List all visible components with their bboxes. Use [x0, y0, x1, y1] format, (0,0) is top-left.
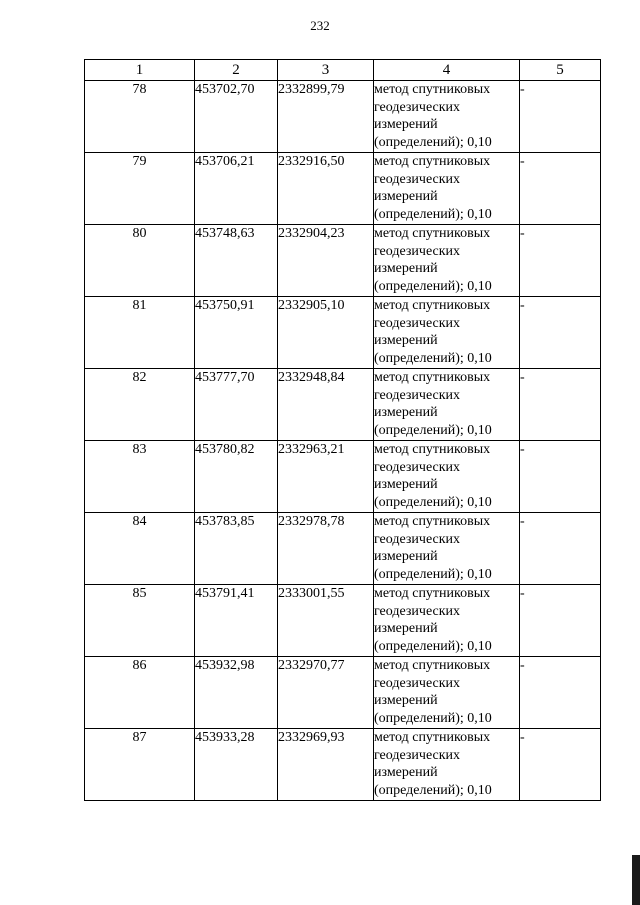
- method-line: измерений: [374, 405, 438, 420]
- method-line: измерений: [374, 117, 438, 132]
- scan-edge-mark: [632, 855, 640, 905]
- table-row: [85, 729, 601, 801]
- point-number-cell: 85: [85, 585, 195, 657]
- method-line: геодезических: [374, 747, 461, 763]
- note-cell: [520, 657, 601, 729]
- method-line: (определений); 0,10: [374, 134, 492, 150]
- point-number-cell: 87: [85, 729, 195, 801]
- method-line: метод спутниковых: [374, 370, 491, 385]
- note-cell: [520, 81, 601, 153]
- header-col-2: 2: [195, 60, 278, 81]
- method-line: метод спутниковых: [374, 586, 491, 601]
- note-value: -: [520, 730, 525, 745]
- table-row: [85, 513, 601, 585]
- method-line: (определений); 0,10: [374, 206, 492, 222]
- point-number-cell: 86: [85, 657, 195, 729]
- x-coordinate-cell: 453750,91: [195, 297, 278, 369]
- note-cell: [520, 225, 601, 297]
- point-number-cell: 79: [85, 153, 195, 225]
- method-line: геодезических: [374, 675, 461, 691]
- y-coordinate-cell: 2332905,10: [278, 297, 374, 369]
- method-line: (определений); 0,10: [374, 494, 492, 510]
- table-row: [85, 441, 601, 513]
- y-coordinate-cell: 2332904,23: [278, 225, 374, 297]
- point-number-cell: 82: [85, 369, 195, 441]
- note-cell: [520, 729, 601, 801]
- header-col-5: 5: [520, 60, 601, 81]
- method-line: геодезических: [374, 171, 461, 187]
- note-value: -: [520, 226, 525, 241]
- header-col-3: 3: [278, 60, 374, 81]
- method-line: геодезических: [374, 315, 461, 331]
- note-cell: [520, 297, 601, 369]
- x-coordinate-cell: 453791,41: [195, 585, 278, 657]
- x-coordinate-cell: 453783,85: [195, 513, 278, 585]
- method-cell: [374, 513, 520, 585]
- method-line: измерений: [374, 621, 438, 636]
- method-cell: [374, 81, 520, 153]
- note-cell: [520, 369, 601, 441]
- method-line: (определений); 0,10: [374, 782, 492, 798]
- coordinates-table: [84, 59, 601, 801]
- note-value: -: [520, 658, 525, 673]
- table-row: [85, 225, 601, 297]
- point-number-cell: 78: [85, 81, 195, 153]
- y-coordinate-cell: 2332970,77: [278, 657, 374, 729]
- method-line: геодезических: [374, 387, 461, 403]
- method-line: измерений: [374, 693, 438, 708]
- y-coordinate-cell: 2332916,50: [278, 153, 374, 225]
- method-line: геодезических: [374, 531, 461, 547]
- table-row: [85, 81, 601, 153]
- method-line: метод спутниковых: [374, 442, 491, 457]
- method-cell: [374, 153, 520, 225]
- table-body: [85, 81, 601, 801]
- page-number: 232: [310, 18, 330, 33]
- note-cell: [520, 441, 601, 513]
- method-line: метод спутниковых: [374, 82, 491, 97]
- method-cell: [374, 225, 520, 297]
- note-value: -: [520, 370, 525, 385]
- method-cell: [374, 369, 520, 441]
- header-col-1: 1: [85, 60, 195, 81]
- method-cell: [374, 297, 520, 369]
- note-cell: [520, 513, 601, 585]
- method-line: геодезических: [374, 99, 461, 115]
- note-value: -: [520, 154, 525, 169]
- note-value: -: [520, 82, 525, 97]
- x-coordinate-cell: 453748,63: [195, 225, 278, 297]
- x-coordinate-cell: 453777,70: [195, 369, 278, 441]
- method-line: метод спутниковых: [374, 514, 491, 529]
- note-value: -: [520, 514, 525, 529]
- table-row: [85, 297, 601, 369]
- table-row: [85, 153, 601, 225]
- method-line: геодезических: [374, 603, 461, 619]
- point-number-cell: 83: [85, 441, 195, 513]
- x-coordinate-cell: 453932,98: [195, 657, 278, 729]
- method-line: (определений); 0,10: [374, 566, 492, 582]
- y-coordinate-cell: 2333001,55: [278, 585, 374, 657]
- method-line: (определений); 0,10: [374, 278, 492, 294]
- method-cell: [374, 441, 520, 513]
- note-cell: [520, 585, 601, 657]
- y-coordinate-cell: 2332963,21: [278, 441, 374, 513]
- x-coordinate-cell: 453702,70: [195, 81, 278, 153]
- x-coordinate-cell: 453933,28: [195, 729, 278, 801]
- note-value: -: [520, 298, 525, 313]
- method-line: геодезических: [374, 459, 461, 475]
- header-row: [85, 60, 601, 81]
- table-row: [85, 369, 601, 441]
- method-cell: [374, 729, 520, 801]
- note-value: -: [520, 442, 525, 457]
- method-line: (определений); 0,10: [374, 350, 492, 366]
- note-cell: [520, 153, 601, 225]
- method-line: измерений: [374, 765, 438, 780]
- method-line: метод спутниковых: [374, 226, 491, 241]
- y-coordinate-cell: 2332948,84: [278, 369, 374, 441]
- method-line: (определений); 0,10: [374, 638, 492, 654]
- method-line: метод спутниковых: [374, 730, 491, 745]
- table-header: [85, 60, 601, 81]
- point-number-cell: 80: [85, 225, 195, 297]
- method-line: измерений: [374, 333, 438, 348]
- method-line: измерений: [374, 549, 438, 564]
- point-number-cell: 81: [85, 297, 195, 369]
- method-line: (определений); 0,10: [374, 710, 492, 726]
- method-cell: [374, 585, 520, 657]
- y-coordinate-cell: 2332969,93: [278, 729, 374, 801]
- y-coordinate-cell: 2332899,79: [278, 81, 374, 153]
- header-col-4: 4: [374, 60, 520, 81]
- x-coordinate-cell: 453706,21: [195, 153, 278, 225]
- table-row: [85, 657, 601, 729]
- y-coordinate-cell: 2332978,78: [278, 513, 374, 585]
- table-row: [85, 585, 601, 657]
- x-coordinate-cell: 453780,82: [195, 441, 278, 513]
- note-value: -: [520, 586, 525, 601]
- method-cell: [374, 657, 520, 729]
- method-line: геодезических: [374, 243, 461, 259]
- method-line: метод спутниковых: [374, 154, 491, 169]
- method-line: метод спутниковых: [374, 658, 491, 673]
- method-line: (определений); 0,10: [374, 422, 492, 438]
- method-line: измерений: [374, 189, 438, 204]
- method-line: измерений: [374, 261, 438, 276]
- point-number-cell: 84: [85, 513, 195, 585]
- method-line: измерений: [374, 477, 438, 492]
- method-line: метод спутниковых: [374, 298, 491, 313]
